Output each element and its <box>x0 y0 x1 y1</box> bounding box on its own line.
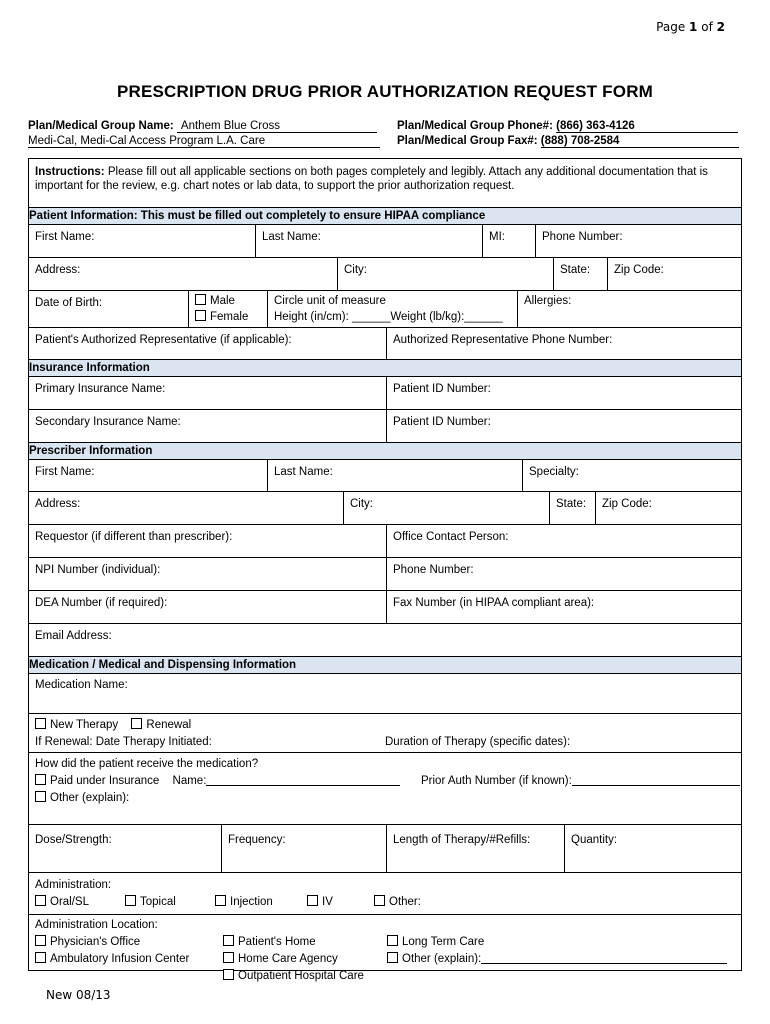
oral-option[interactable] <box>35 894 89 911</box>
male-label: Male <box>210 295 235 307</box>
renewal-date-field[interactable]: If Renewal: Date Therapy Initiated: <box>35 736 212 748</box>
male-checkbox[interactable] <box>195 294 206 305</box>
renewal-checkbox[interactable] <box>131 718 142 729</box>
instructions-label: Instructions: <box>35 166 105 178</box>
plan-name-label: Plan/Medical Group Name: <box>28 120 174 132</box>
administration-field <box>29 873 741 914</box>
insurance-name-label: Name: <box>172 775 207 787</box>
plan-fax-value[interactable]: (888) 708-2584 <box>541 135 739 148</box>
patient-state-field[interactable]: State: <box>553 258 607 290</box>
dose-field[interactable]: Dose/Strength: <box>35 834 112 846</box>
medication-name-row <box>29 673 741 713</box>
instructions <box>29 159 741 207</box>
administration-label: Administration: <box>35 879 112 891</box>
other-route-option[interactable] <box>374 894 421 911</box>
therapy-options <box>35 717 741 734</box>
other-location-line[interactable] <box>481 963 727 964</box>
prescriber-zip-field[interactable]: Zip Code: <box>595 492 741 524</box>
home-care-checkbox[interactable] <box>223 952 234 963</box>
administration-options <box>35 894 741 911</box>
secondary-insurance-row <box>29 409 741 442</box>
patient-rep-phone-field[interactable]: Authorized Representative Phone Number: <box>386 328 741 359</box>
other-explain-label: Other (explain): <box>50 792 130 804</box>
patient-rep-row <box>29 327 741 359</box>
other-location-checkbox[interactable] <box>387 952 398 963</box>
male-option[interactable] <box>195 293 267 309</box>
prescriber-address-field[interactable]: Address: <box>35 498 81 510</box>
npi-field[interactable]: NPI Number (individual): <box>35 564 161 576</box>
secondary-patient-id-field[interactable]: Patient ID Number: <box>386 410 741 442</box>
prior-auth-field <box>421 773 740 790</box>
quantity-field[interactable]: Quantity: <box>564 825 741 872</box>
insurance-name-line[interactable] <box>206 785 400 786</box>
medication-name-field[interactable]: Medication Name: <box>35 679 128 691</box>
oral-checkbox[interactable] <box>35 895 46 906</box>
patient-last-name-field[interactable]: Last Name: <box>255 225 482 257</box>
plan-fax-line <box>397 135 739 148</box>
prescriber-address-row <box>29 491 741 524</box>
how-received-row <box>29 752 741 824</box>
home-care-label: Home Care Agency <box>238 953 338 965</box>
administration-row <box>29 872 741 914</box>
patient-zip-field[interactable]: Zip Code: <box>607 258 741 290</box>
frequency-field[interactable]: Frequency: <box>221 825 386 872</box>
injection-checkbox[interactable] <box>215 895 226 906</box>
patients-home-label: Patient's Home <box>238 936 316 948</box>
dose-row <box>29 824 741 872</box>
other-location-option <box>387 951 727 968</box>
prescriber-state-field[interactable]: State: <box>549 492 595 524</box>
patient-first-name-field[interactable]: First Name: <box>35 231 95 243</box>
ambulatory-checkbox[interactable] <box>35 952 46 963</box>
patient-mi-field[interactable]: MI: <box>482 225 535 257</box>
prescriber-fax-field[interactable]: Fax Number (in HIPAA compliant area): <box>386 591 741 623</box>
other-route-label: Other: <box>389 896 421 908</box>
long-term-option[interactable] <box>387 934 484 951</box>
therapy-field <box>29 714 741 752</box>
email-field[interactable]: Email Address: <box>35 630 112 642</box>
how-received-label: How did the patient receive the medication? <box>35 758 259 770</box>
plan-phone-label: Plan/Medical Group Phone#: <box>397 120 553 132</box>
new-therapy-checkbox[interactable] <box>35 718 46 729</box>
physician-office-checkbox[interactable] <box>35 935 46 946</box>
patient-allergies-field[interactable]: Allergies: <box>517 291 741 327</box>
patient-rep-field[interactable]: Patient's Authorized Representative (if applicable): <box>35 334 292 346</box>
plan-name-value[interactable]: Anthem Blue Cross <box>177 120 377 133</box>
prior-auth-label: Prior Auth Number (if known): <box>421 775 572 787</box>
oral-label: Oral/SL <box>50 896 89 908</box>
patient-phone-field[interactable]: Phone Number: <box>535 225 741 257</box>
long-term-label: Long Term Care <box>402 936 485 948</box>
plan-name-value-2[interactable]: Medi-Cal, Medi-Cal Access Program L.A. Care <box>28 135 380 148</box>
prescriber-city-field[interactable]: City: <box>343 492 549 524</box>
form-title: PRESCRIPTION DRUG PRIOR AUTHORIZATION REQUEST FORM <box>116 82 654 101</box>
prior-auth-line[interactable] <box>572 785 740 786</box>
plan-name-line <box>28 120 377 133</box>
primary-patient-id-field[interactable]: Patient ID Number: <box>386 377 741 409</box>
circle-unit-label: Circle unit of measure <box>274 295 386 307</box>
paid-insurance-checkbox[interactable] <box>35 774 46 785</box>
page-label: Page <box>656 20 686 34</box>
admin-location-field <box>29 915 741 982</box>
other-explain-option <box>35 790 741 807</box>
requestor-field[interactable]: Requestor (if different than prescriber): <box>35 531 233 543</box>
instructions-text: Please fill out all applicable sections on both pages completely and legibly. Attach any additional documentation that is important for the review, e.g. chart notes or lab data, to support the prior authorization request. <box>35 166 708 192</box>
patient-dob-field[interactable]: Date of Birth: <box>35 297 103 309</box>
patients-home-checkbox[interactable] <box>223 935 234 946</box>
admin-location-row <box>29 914 741 982</box>
form-version-footer: New 08/13 <box>46 988 111 1002</box>
prescriber-last-name-field[interactable]: Last Name: <box>267 460 522 491</box>
other-route-checkbox[interactable] <box>374 895 385 906</box>
email-row <box>29 623 741 656</box>
long-term-checkbox[interactable] <box>387 935 398 946</box>
injection-option[interactable] <box>215 894 273 911</box>
primary-insurance-row <box>29 376 741 409</box>
instructions-row <box>29 159 741 207</box>
duration-field[interactable]: Duration of Therapy (specific dates): <box>385 736 571 748</box>
outpatient-option[interactable] <box>223 968 364 985</box>
prescriber-name-row <box>29 459 741 491</box>
iv-checkbox[interactable] <box>307 895 318 906</box>
physician-office-label: Physician's Office <box>50 936 141 948</box>
plan-phone-line <box>397 120 738 133</box>
npi-row <box>29 557 741 590</box>
dea-field[interactable]: DEA Number (if required): <box>35 597 168 609</box>
office-contact-field[interactable]: Office Contact Person: <box>386 525 741 557</box>
plan-name-line-2 <box>28 135 380 148</box>
patient-address-row <box>29 257 741 290</box>
female-option[interactable] <box>195 309 267 325</box>
patients-home-option[interactable] <box>223 934 316 951</box>
therapy-row <box>29 713 741 752</box>
plan-fax-label: Plan/Medical Group Fax#: <box>397 135 538 147</box>
insurance-section-header: Insurance Information <box>29 359 741 376</box>
patient-measure-field[interactable] <box>267 291 517 327</box>
topical-option[interactable] <box>125 894 176 911</box>
medication-section-header: Medication / Medical and Dispensing Information <box>29 656 741 673</box>
length-field[interactable]: Length of Therapy/#Refills: <box>386 825 564 872</box>
primary-insurance-field[interactable]: Primary Insurance Name: <box>35 383 166 395</box>
patient-dob-row <box>29 290 741 327</box>
topical-checkbox[interactable] <box>125 895 136 906</box>
plan-phone-value[interactable]: (866) 363-4126 <box>556 120 738 133</box>
page-number <box>656 20 725 34</box>
patient-gender-field <box>188 291 267 327</box>
page-current: 1 <box>689 20 698 34</box>
prescriber-phone-field[interactable]: Phone Number: <box>386 558 741 590</box>
other-explain-checkbox[interactable] <box>35 791 46 802</box>
iv-option[interactable] <box>307 894 333 911</box>
how-received-field <box>29 753 741 824</box>
home-care-option[interactable] <box>223 951 338 968</box>
female-checkbox[interactable] <box>195 310 206 321</box>
requestor-row <box>29 524 741 557</box>
page-of: of <box>701 20 713 34</box>
patient-address-field[interactable]: Address: <box>35 264 81 276</box>
other-location-label: Other (explain): <box>402 953 482 965</box>
patient-city-field[interactable]: City: <box>337 258 553 290</box>
iv-label: IV <box>322 896 333 908</box>
outpatient-label: Outpatient Hospital Care <box>238 970 364 982</box>
female-label: Female <box>210 311 249 323</box>
patient-name-row <box>29 224 741 257</box>
prescriber-first-name-field[interactable]: First Name: <box>35 466 95 478</box>
injection-label: Injection <box>230 896 273 908</box>
authorization-form <box>28 158 742 982</box>
paid-insurance-label: Paid under Insurance <box>50 775 160 787</box>
secondary-insurance-field[interactable]: Secondary Insurance Name: <box>35 416 181 428</box>
new-therapy-label: New Therapy <box>50 719 119 731</box>
ambulatory-label: Ambulatory Infusion Center <box>50 953 190 965</box>
topical-label: Topical <box>140 896 176 908</box>
height-weight-label: Height (in/cm): ______Weight (lb/kg):______ <box>274 311 503 323</box>
prescriber-specialty-field[interactable]: Specialty: <box>522 460 741 491</box>
prescriber-section-header: Prescriber Information <box>29 442 741 459</box>
renewal-label: Renewal <box>146 719 192 731</box>
admin-location-label: Administration Location: <box>35 919 158 931</box>
dea-row <box>29 590 741 623</box>
patient-section-header: Patient Information: This must be filled out completely to ensure HIPAA compliance <box>29 207 741 224</box>
page-total: 2 <box>716 20 725 34</box>
outpatient-checkbox[interactable] <box>223 969 234 980</box>
